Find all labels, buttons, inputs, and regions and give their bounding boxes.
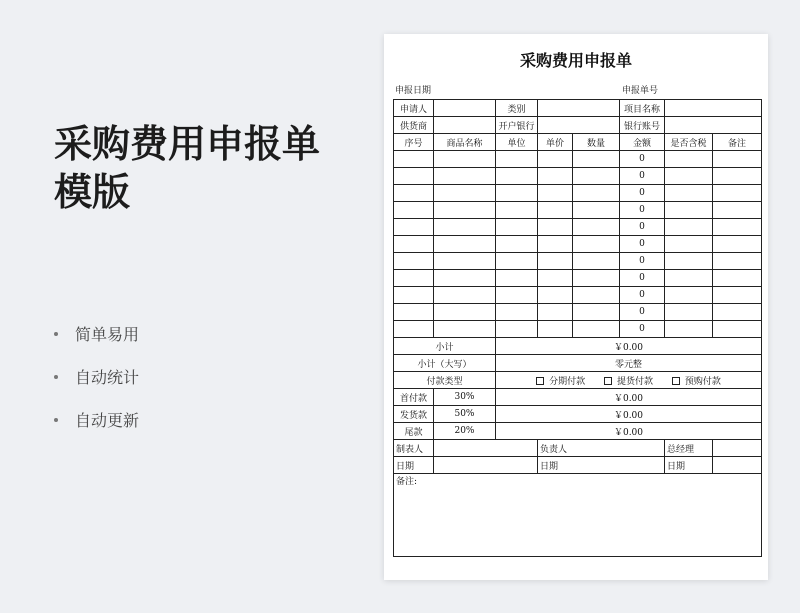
item-cell[interactable] <box>496 270 538 287</box>
item-cell[interactable] <box>394 202 434 219</box>
date-row <box>394 457 762 474</box>
col-header: 备注 <box>713 134 762 151</box>
item-cell[interactable] <box>665 321 713 338</box>
item-cell[interactable] <box>538 304 573 321</box>
item-cell[interactable] <box>394 321 434 338</box>
item-cell[interactable] <box>665 304 713 321</box>
pay-option-prepaid[interactable]: 预购付款 <box>672 377 721 387</box>
payment-pct: 20% <box>434 423 496 440</box>
payment-row <box>394 406 762 423</box>
item-row <box>394 270 762 287</box>
account-label: 银行账号 <box>620 117 665 134</box>
item-amount: 0 <box>620 219 665 236</box>
item-row <box>394 151 762 168</box>
payment-label: 发货款 <box>394 406 434 423</box>
item-cell[interactable] <box>434 202 496 219</box>
maker-field[interactable] <box>434 440 538 457</box>
item-cell[interactable] <box>665 185 713 202</box>
date-field[interactable] <box>713 457 762 474</box>
subtotal-row <box>394 338 762 355</box>
item-cell[interactable] <box>434 270 496 287</box>
item-row <box>394 185 762 202</box>
bank-field[interactable] <box>538 117 620 134</box>
gm-label: 总经理 <box>665 440 713 457</box>
item-cell[interactable] <box>538 151 573 168</box>
item-cell[interactable] <box>713 270 762 287</box>
item-cell[interactable] <box>573 304 620 321</box>
subtotal-upper-value: 零元整 <box>496 355 762 372</box>
hero-title-line1: 采购费用申报单 <box>54 122 321 166</box>
item-row <box>394 321 762 338</box>
item-cell[interactable] <box>394 219 434 236</box>
item-cell[interactable] <box>713 253 762 270</box>
subtotal-upper-label: 小计（大写） <box>394 355 496 372</box>
item-cell[interactable] <box>496 253 538 270</box>
item-cell[interactable] <box>713 168 762 185</box>
item-amount: 0 <box>620 236 665 253</box>
document-title: 采购费用申报单 <box>519 51 632 70</box>
checkbox-icon <box>536 377 544 385</box>
item-cell[interactable] <box>665 168 713 185</box>
item-cell[interactable] <box>665 151 713 168</box>
item-cell[interactable] <box>713 321 762 338</box>
item-cell[interactable] <box>665 287 713 304</box>
item-amount: 0 <box>620 321 665 338</box>
item-cell[interactable] <box>394 304 434 321</box>
item-amount: 0 <box>620 287 665 304</box>
payment-amount: ￥0.00 <box>496 423 762 440</box>
item-cell[interactable] <box>496 236 538 253</box>
bullet-icon <box>54 418 58 422</box>
col-header: 单位 <box>496 134 538 151</box>
feature-item: 自动更新 <box>54 398 139 441</box>
item-cell[interactable] <box>665 219 713 236</box>
item-cell[interactable] <box>496 202 538 219</box>
account-field[interactable] <box>665 117 762 134</box>
payment-pct: 30% <box>434 389 496 406</box>
item-cell[interactable] <box>713 287 762 304</box>
checkbox-icon <box>672 377 680 385</box>
pay-option-installment[interactable]: 分期付款 <box>536 377 585 387</box>
item-cell[interactable] <box>538 270 573 287</box>
item-cell[interactable] <box>538 236 573 253</box>
payment-row <box>394 389 762 406</box>
item-cell[interactable] <box>573 168 620 185</box>
item-cell[interactable] <box>434 287 496 304</box>
item-cell[interactable] <box>713 151 762 168</box>
item-cell[interactable] <box>573 202 620 219</box>
item-cell[interactable] <box>496 151 538 168</box>
bullet-icon <box>54 375 58 379</box>
payment-row <box>394 423 762 440</box>
item-cell[interactable] <box>496 304 538 321</box>
pay-type-row <box>394 372 762 389</box>
item-cell[interactable] <box>434 236 496 253</box>
item-cell[interactable] <box>434 304 496 321</box>
item-cell[interactable] <box>434 253 496 270</box>
item-cell[interactable] <box>573 287 620 304</box>
feature-item: 简单易用 <box>54 312 139 355</box>
feature-item: 自动统计 <box>54 355 139 398</box>
item-cell[interactable] <box>573 185 620 202</box>
bank-label: 开户银行 <box>496 117 538 134</box>
gm-field[interactable] <box>713 440 762 457</box>
category-label: 类别 <box>496 100 538 117</box>
item-cell[interactable] <box>434 185 496 202</box>
payment-amount: ￥0.00 <box>496 389 762 406</box>
item-cell[interactable] <box>665 253 713 270</box>
item-cell[interactable] <box>573 219 620 236</box>
remark-row <box>394 474 762 557</box>
hero-title <box>54 120 354 216</box>
item-cell[interactable] <box>713 304 762 321</box>
item-cell[interactable] <box>394 151 434 168</box>
applicant-label: 申请人 <box>394 100 434 117</box>
item-cell[interactable] <box>394 168 434 185</box>
item-row <box>394 304 762 321</box>
col-header: 序号 <box>394 134 434 151</box>
item-cell[interactable] <box>665 270 713 287</box>
item-row <box>394 236 762 253</box>
item-row <box>394 219 762 236</box>
info-row <box>394 100 762 117</box>
item-cell[interactable] <box>538 253 573 270</box>
bullet-icon <box>54 332 58 336</box>
item-cell[interactable] <box>573 236 620 253</box>
item-cell[interactable] <box>496 168 538 185</box>
item-amount: 0 <box>620 168 665 185</box>
item-amount: 0 <box>620 151 665 168</box>
item-cell[interactable] <box>713 202 762 219</box>
item-cell[interactable] <box>496 185 538 202</box>
responsible-label: 负责人 <box>538 440 665 457</box>
subtotal-value: ￥0.00 <box>496 338 762 355</box>
item-cell[interactable] <box>394 270 434 287</box>
item-cell[interactable] <box>434 168 496 185</box>
column-header-row <box>394 134 762 151</box>
item-amount: 0 <box>620 202 665 219</box>
feature-list <box>54 312 139 441</box>
supplier-field[interactable] <box>434 117 496 134</box>
col-header: 数量 <box>573 134 620 151</box>
item-cell[interactable] <box>496 219 538 236</box>
hero-title-line2: 模版 <box>54 170 131 214</box>
item-cell[interactable] <box>434 151 496 168</box>
supplier-label: 供货商 <box>394 117 434 134</box>
item-cell[interactable] <box>496 287 538 304</box>
item-cell[interactable] <box>573 321 620 338</box>
project-name-label: 项目名称 <box>620 100 665 117</box>
expense-form-table <box>393 99 762 557</box>
apply-date-label: 申报日期 <box>395 86 432 96</box>
col-header: 金额 <box>620 134 665 151</box>
item-cell[interactable] <box>573 151 620 168</box>
item-cell[interactable] <box>538 321 573 338</box>
date-label: 日期 <box>538 457 665 474</box>
item-cell[interactable] <box>538 219 573 236</box>
col-header: 是否含税 <box>665 134 713 151</box>
item-cell[interactable] <box>538 168 573 185</box>
item-cell[interactable] <box>665 202 713 219</box>
checkbox-icon <box>604 377 612 385</box>
info-row <box>394 117 762 134</box>
item-cell[interactable] <box>394 185 434 202</box>
item-cell[interactable] <box>434 321 496 338</box>
subtotal-label: 小计 <box>394 338 496 355</box>
item-amount: 0 <box>620 185 665 202</box>
item-cell[interactable] <box>538 185 573 202</box>
payment-amount: ￥0.00 <box>496 406 762 423</box>
payment-label: 尾款 <box>394 423 434 440</box>
pay-option-delivery[interactable]: 提货付款 <box>604 377 653 387</box>
item-cell[interactable] <box>496 321 538 338</box>
item-cell[interactable] <box>394 253 434 270</box>
item-cell[interactable] <box>538 287 573 304</box>
item-row <box>394 168 762 185</box>
col-header: 单价 <box>538 134 573 151</box>
remark-field[interactable]: 备注: <box>394 474 762 557</box>
item-cell[interactable] <box>394 287 434 304</box>
item-row <box>394 287 762 304</box>
item-cell[interactable] <box>665 236 713 253</box>
category-field[interactable] <box>538 100 620 117</box>
item-cell[interactable] <box>538 202 573 219</box>
item-amount: 0 <box>620 253 665 270</box>
project-name-field[interactable] <box>665 100 762 117</box>
subtotal-upper-row <box>394 355 762 372</box>
item-cell[interactable] <box>573 253 620 270</box>
item-cell[interactable] <box>573 270 620 287</box>
item-cell[interactable] <box>713 219 762 236</box>
item-row <box>394 202 762 219</box>
pay-type-label: 付款类型 <box>394 372 496 389</box>
item-amount: 0 <box>620 304 665 321</box>
payment-label: 首付款 <box>394 389 434 406</box>
item-cell[interactable] <box>394 236 434 253</box>
apply-no-label: 申报单号 <box>622 86 659 96</box>
item-cell[interactable] <box>713 185 762 202</box>
signature-row <box>394 440 762 457</box>
maker-label: 制表人 <box>394 440 434 457</box>
item-row <box>394 253 762 270</box>
date-field[interactable] <box>434 457 538 474</box>
applicant-field[interactable] <box>434 100 496 117</box>
form-paper <box>384 34 768 580</box>
payment-pct: 50% <box>434 406 496 423</box>
item-amount: 0 <box>620 270 665 287</box>
item-cell[interactable] <box>713 236 762 253</box>
pay-type-options <box>496 372 762 389</box>
date-label: 日期 <box>665 457 713 474</box>
col-header: 商品名称 <box>434 134 496 151</box>
item-cell[interactable] <box>434 219 496 236</box>
date-label: 日期 <box>394 457 434 474</box>
